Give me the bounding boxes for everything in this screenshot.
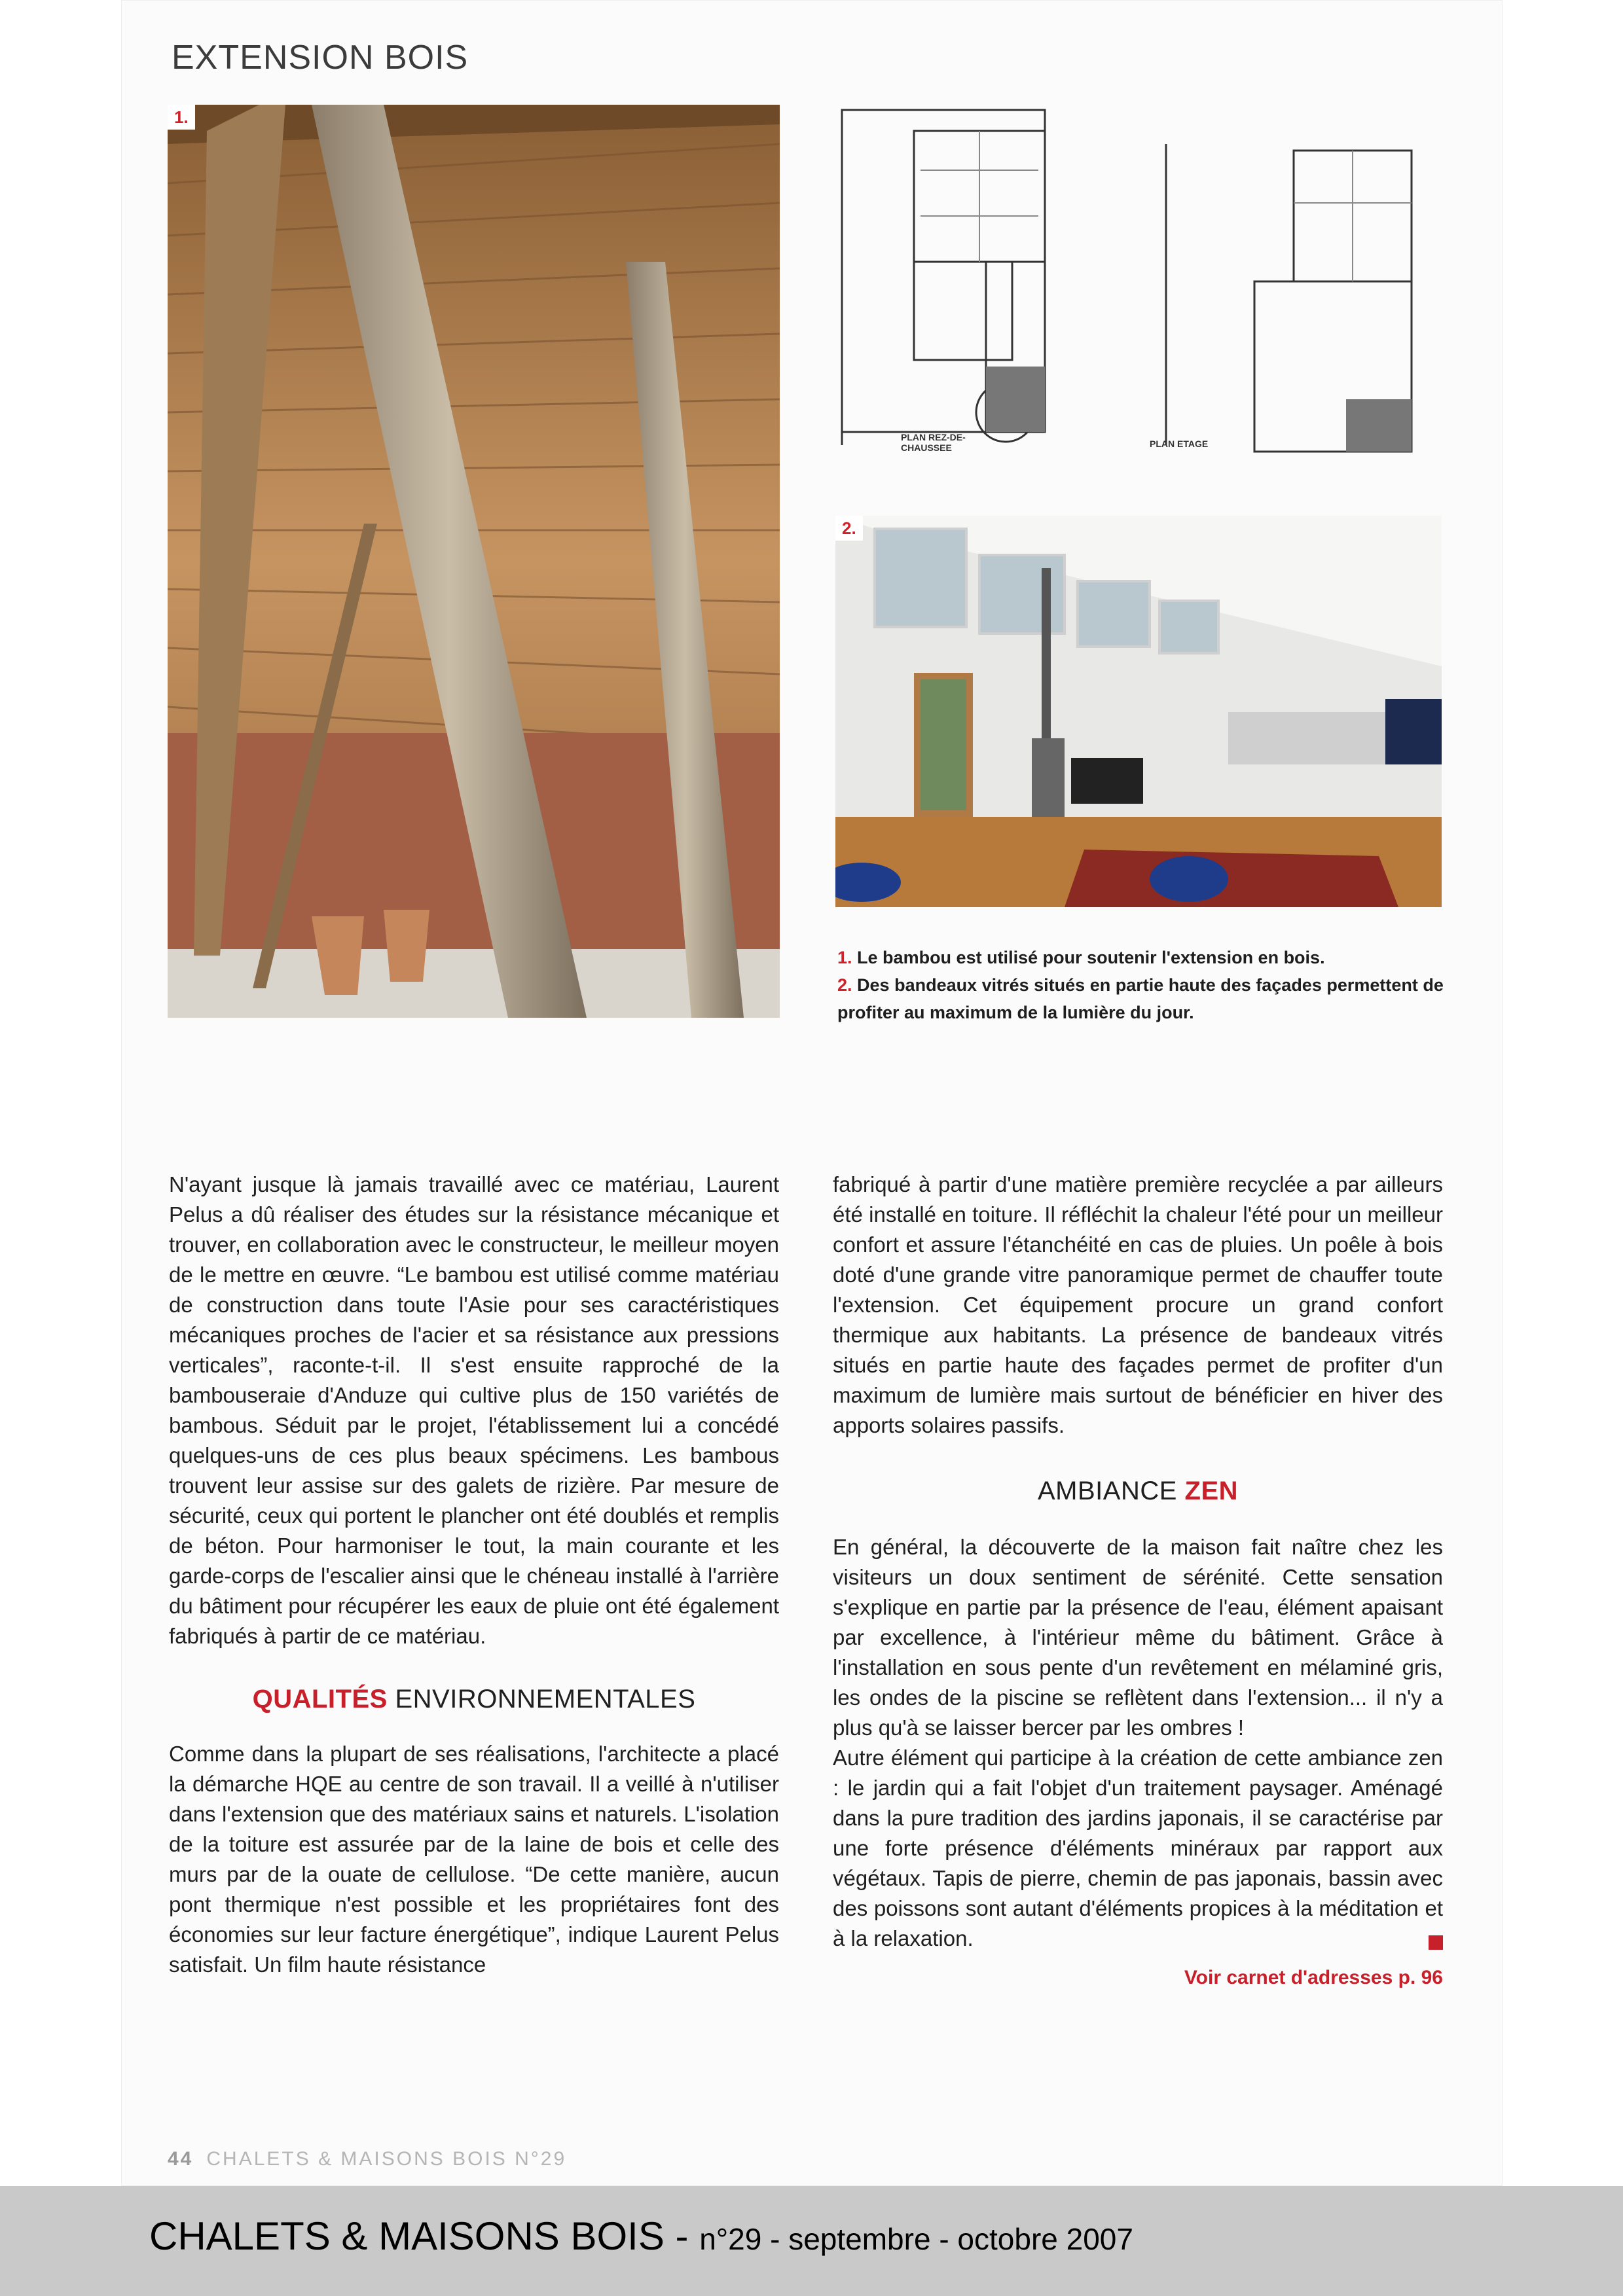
floor-plan-drawing: [835, 105, 1442, 458]
article-column-2: [833, 1170, 1443, 1993]
footer-citation: [149, 2214, 1133, 2259]
photo-interior-illustration: [835, 516, 1442, 907]
caption-2-text: Des bandeaux vitrés situés en partie haute des façades permettent de profiter au maximum de la lumière du jour.: [837, 975, 1444, 1022]
heading-ambiance-red: ZEN: [1184, 1477, 1239, 1505]
photo-bamboo-illustration: [168, 105, 780, 1018]
caption-2: [837, 971, 1466, 1026]
footer-issue: n°29 - septembre - octobre 2007: [699, 2222, 1133, 2256]
photo-captions: [837, 944, 1466, 1026]
caption-1: [837, 944, 1466, 971]
plan-upper-label: PLAN ETAGE: [1150, 439, 1209, 449]
caption-2-number: 2.: [837, 975, 852, 995]
heading-qualites-red: QUALITÉS: [252, 1685, 388, 1713]
col2-paragraph-1: fabriqué à partir d'une matière première recyclée a par ailleurs été installé en toiture. Il réfléchit la chaleur l'été pour un meilleur confort et assure l'étanchéité en cas de pluies. Un poêle à bois doté d'une grande vitre panoramique permet de chauffer toute l'extension. Cet équipement procure un grand confort thermique aux habitants. La présence de bandeaux vitrés situés en partie haute des façades permet de profiter d'un maximum de lumière mais surtout de bénéficier en hiver des apports solaires passifs.: [833, 1172, 1443, 1437]
col1-paragraph-1: N'ayant jusque là jamais travaillé avec ce matériau, Laurent Pelus a dû réaliser des études sur la résistance mécanique et trouver, en collaboration avec le constructeur, le meilleur moyen de le mettre en œuvre. “Le bambou est utilisé comme matériau de construction dans toute l'Asie pour ses caractéristiques mécaniques proches de l'acier et sa résistance aux pressions verticales”, raconte-t-il. Il s'est ensuite rapproché de la bambouseraie d'Anduze qui cultive plus de 150 variétés de bambous. Séduit par le projet, l'établissement lui a concédé quelques-uns de ces plus beaux spécimens. Les bambous trouvent leur assise sur des galets de rizière. Par mesure de sécurité, ceux qui portent le plancher ont été doublés et remplis de béton. Pour harmoniser le tout, la main courante et les garde-corps de l'escalier ainsi que le chéneau installé à l'arrière du bâtiment pour récupérer les eaux de pluie ont été également fabriqués à partir de ce matériau.: [169, 1172, 779, 1648]
see-address-book: [833, 1962, 1443, 1993]
section-label: EXTENSION BOIS: [172, 39, 469, 77]
heading-ambiance-rest: AMBIANCE: [1037, 1477, 1177, 1505]
heading-qualites-rest: ENVIRONNEMENTALES: [395, 1685, 696, 1713]
photo-interior: [835, 516, 1442, 907]
caption-1-number: 1.: [837, 948, 852, 967]
end-square-icon: [1429, 1935, 1443, 1950]
floor-plans: [835, 105, 1442, 458]
col1-paragraph-2: Comme dans la plupart de ses réalisations, l'architecte a placé la démarche HQE au centre de son travail. Il a veillé à n'utiliser dans l'extension que des matériaux sains et naturels. L'isolation de la toiture est assurée par de la laine de bois et celle des murs par de la ouate de cellulose. “De cette manière, aucun pont thermique n'est possible et les propriétaires font des économies sur leur facture énergétique”, indique Laurent Pelus satisfait. Un film haute résistance: [169, 1742, 779, 1977]
photo2-number: 2.: [835, 516, 863, 541]
see-address-book-link[interactable]: Voir carnet d'adresses p. 96: [1184, 1967, 1443, 1988]
page-number: 44: [168, 2148, 194, 2170]
col2-paragraph-3: Autre élément qui participe à la création de cette ambiance zen : le jardin qui a fait l'objet d'un traitement paysager. Aménagé dans la pure tradition des jardins japonais, il se caractérise par une forte présence d'éléments minéraux par rapport aux végétaux. Tapis de pierre, chemin de pas japonais, bassin avec des poissons sont autant d'éléments propices à la méditation et à la relaxation.: [833, 1746, 1443, 1950]
footer-magazine-title: CHALETS & MAISONS BOIS: [149, 2214, 665, 2258]
heading-ambiance: [833, 1476, 1443, 1506]
photo1-number: 1.: [168, 105, 195, 130]
folio-magazine: CHALETS & MAISONS BOIS N°29: [206, 2148, 567, 2170]
heading-qualites: [169, 1684, 779, 1714]
photo-bamboo-supports: [168, 105, 780, 1018]
col2-paragraph-2: En général, la découverte de la maison fait naître chez les visiteurs un doux sentiment de sérénité. Cette sensation s'explique en partie par la présence de l'eau, élément apaisant par excellence, à l'intérieur même du bâtiment. Grâce à l'installation en sous pente d'un revêtement en mélaminé gris, les ondes de la piscine se reflètent dans l'extension... il n'y a plus qu'à se laisser bercer par les ombres !: [833, 1535, 1443, 1740]
footer-separator: -: [664, 2214, 700, 2258]
page-folio: [168, 2148, 566, 2170]
article-column-1: [169, 1170, 779, 1980]
caption-1-text: Le bambou est utilisé pour soutenir l'extension en bois.: [857, 948, 1325, 967]
plan-ground-label: PLAN REZ-DE-CHAUSSEE: [901, 432, 966, 453]
